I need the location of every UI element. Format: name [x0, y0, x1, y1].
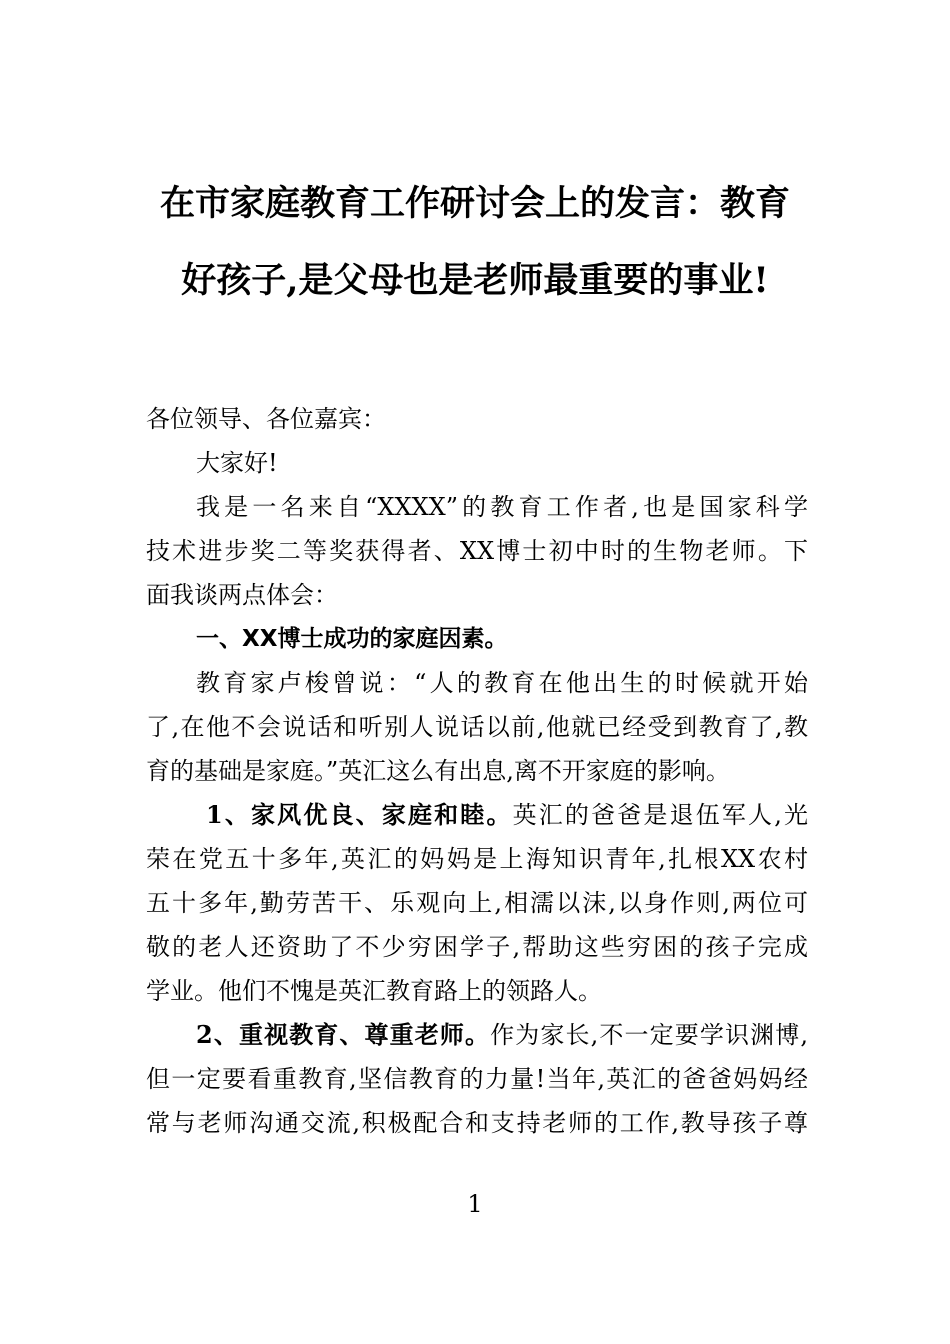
document-title [120, 165, 830, 319]
quote-line-3: 育的基础是家庭。”英汇这么有出息,离不开家庭的影响。 [146, 757, 730, 785]
intro-line-3: 面我谈两点体会： [146, 581, 338, 609]
quote-line-1: 教育家卢梭曾说：“人的教育在他出生的时候就开始 [196, 669, 808, 697]
salutation: 各位领导、各位嘉宾： [146, 405, 386, 433]
point-2-first-line-text: 作为家长,不一定要学识渊博, [490, 1021, 808, 1049]
point-1-heading: 1、家风优良、家庭和睦。 [206, 800, 513, 829]
point-2-line-3: 常与老师沟通交流,积极配合和支持老师的工作,教导孩子尊 [146, 1109, 808, 1137]
point-1-line-2: 荣在党五十多年,英汇的妈妈是上海知识青年,扎根XX农村 [146, 845, 808, 873]
title-line-1: 在市家庭教育工作研讨会上的发言：教育 [159, 183, 790, 224]
quote-line-2: 了,在他不会说话和听别人说话以前,他就已经受到教育了,教 [146, 713, 808, 741]
point-2-heading: 2、重视教育、尊重老师。 [196, 1020, 491, 1049]
point-2-first-line [146, 1013, 808, 1057]
point-1-first-line-text: 英汇的爸爸是退伍军人,光 [512, 801, 808, 829]
intro-line-2: 技术进步奖二等奖获得者、XX博士初中时的生物老师。下 [146, 537, 808, 565]
page-number: 1 [467, 1190, 483, 1218]
point-1-line-3: 五十多年,勤劳苦干、乐观向上,相濡以沫,以身作则,两位可 [146, 889, 808, 917]
document-body [146, 397, 808, 1145]
point-1-line-4: 敬的老人还资助了不少穷困学子,帮助这些穷困的孩子完成 [146, 933, 808, 961]
point-2-line-2: 但一定要看重教育,坚信教育的力量!当年,英汇的爸爸妈妈经 [146, 1065, 808, 1093]
point-1-line-5: 学业。他们不愧是英汇教育路上的领路人。 [146, 977, 602, 1005]
title-line-2: 好孩子,是父母也是老师最重要的事业! [181, 260, 769, 301]
intro-line-1: 我是一名来自“XXXX”的教育工作者,也是国家科学 [196, 493, 808, 521]
greeting: 大家好! [196, 449, 278, 477]
section-heading-1: 一、XX博士成功的家庭因素。 [196, 626, 508, 652]
point-1-first-line [146, 793, 808, 837]
